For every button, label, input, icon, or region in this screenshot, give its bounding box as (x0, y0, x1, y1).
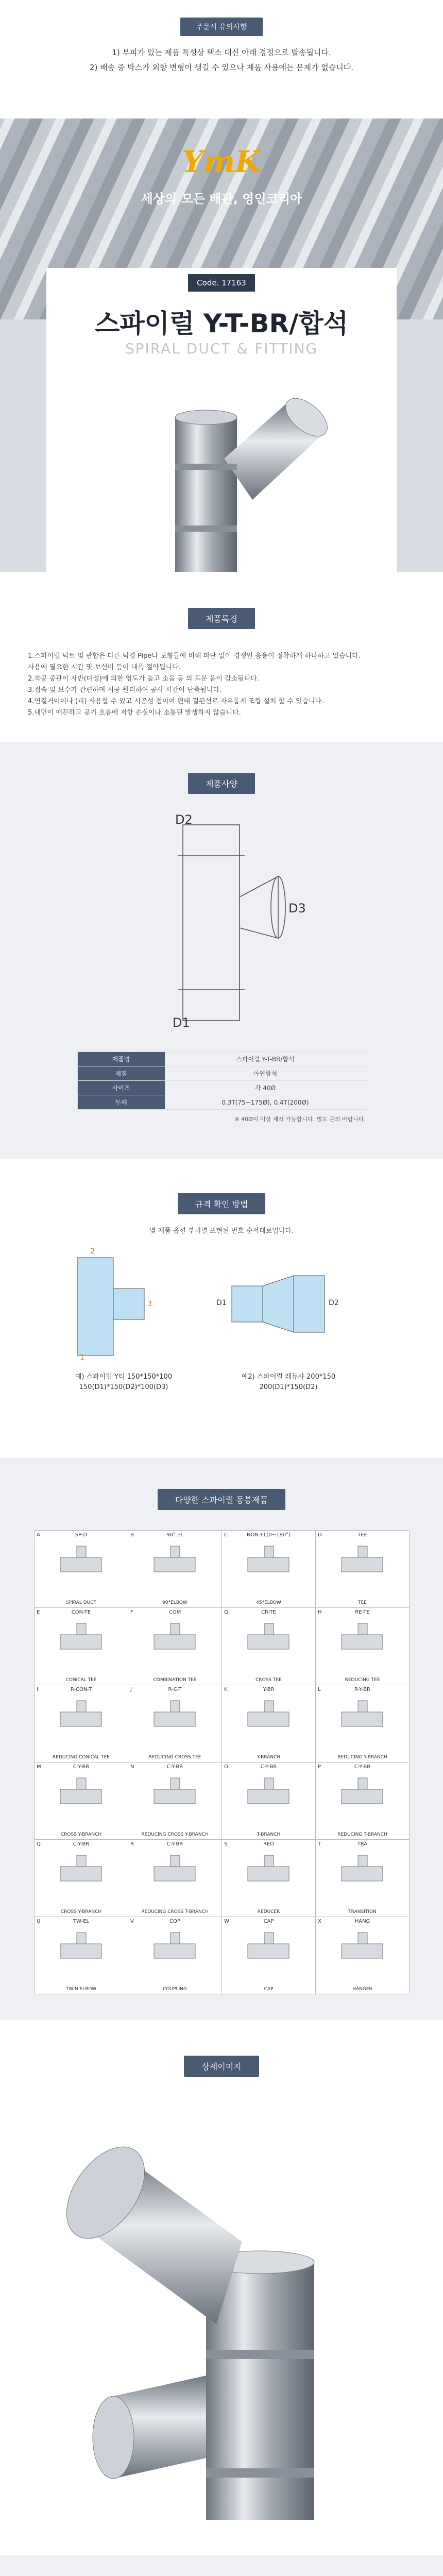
fitting-icon (144, 1542, 206, 1588)
product-cell (35, 1840, 128, 1917)
mark-2: 2 (90, 1247, 95, 1256)
product-abbrev: R-CON-T (70, 1687, 92, 1692)
label-d1: D1 (173, 1015, 190, 1030)
product-name: 스파이럴 Y-T-BR/합석 (95, 309, 348, 338)
fitting-icon (331, 1697, 393, 1743)
spec-value: 아연함석 (165, 1066, 366, 1081)
spec-value: 0.3T(75~175Ø), 0.4T(200Ø) (165, 1095, 366, 1110)
product-code: H (318, 1609, 322, 1615)
product-abbrev: CAP (263, 1919, 274, 1924)
product-label: REDUCING T-BRANCH (337, 1832, 387, 1837)
brand-slogan: 세상의 모든 배관, 영인코리아 (141, 192, 302, 206)
product-label: REDUCING CROSS TEE (148, 1755, 201, 1760)
product-cell (222, 1762, 316, 1840)
left-caption: 예) 스파이럴 Y티 150*150*100 (75, 1373, 173, 1381)
product-cell (316, 1531, 410, 1608)
mark-d1: D1 (216, 1299, 227, 1307)
product-label: 45°ELBOW (256, 1600, 281, 1605)
product-label: 90°ELBOW (162, 1600, 188, 1605)
product-label: REDUCING CONICAL TEE (53, 1755, 110, 1760)
fitting-icon (237, 1697, 299, 1743)
feature-line: 2.착공 중관이 자반(다성)에 의한 영도가 높고 소음 등 의 드문 음이 감소됩니다. (28, 675, 259, 683)
fitting-icon (237, 1851, 299, 1897)
product-cell (128, 1531, 222, 1608)
product-label: COMBINATION TEE (153, 1677, 197, 1683)
how-section (0, 1159, 443, 1458)
product-label: TWIN ELBOW (65, 1987, 97, 1992)
fitting-icon (331, 1928, 393, 1975)
notice-line-1: 1) 부피가 있는 제품 특성상 택소 대신 아래 경정으로 발송됩니다. (112, 48, 331, 57)
product-abbrev: CON-TE (71, 1609, 91, 1615)
product-cell (316, 1840, 410, 1917)
product-abbrev: R-C-T (168, 1687, 182, 1692)
product-label: T-BRANCH (257, 1832, 281, 1837)
table-row (77, 1052, 366, 1066)
fitting-icon (50, 1928, 112, 1975)
product-abbrev: Y-BR (263, 1687, 275, 1692)
fitting-icon (50, 1774, 112, 1820)
product-label: TEE (358, 1600, 367, 1605)
product-code: U (37, 1919, 41, 1924)
product-code: J (130, 1687, 132, 1692)
product-label: CROSS Y-BRANCH (60, 1832, 102, 1837)
product-label: CROSS Y-BRANCH (60, 1909, 102, 1914)
product-label: CAP (264, 1987, 274, 1992)
fitting-icon (331, 1542, 393, 1588)
spec-table (77, 1052, 366, 1110)
feature-line: 4.연결거이어나 (피) 사용할 수 있고 시공성 점이여 편태 결된선로 자유롭게 조립 설치 할 수 있습니다. (28, 698, 324, 705)
fitting-icon (144, 1619, 206, 1666)
product-card (46, 268, 397, 572)
product-code: P (318, 1764, 321, 1770)
product-code: B (130, 1532, 134, 1538)
product-cell (35, 1531, 128, 1608)
product-label: REDUCER (257, 1909, 280, 1914)
product-abbrev: C-Y-BR (73, 1764, 90, 1770)
hero-section (0, 118, 443, 572)
spec-key: 사이즈 (77, 1081, 165, 1095)
product-code: X (318, 1919, 321, 1924)
product-abbrev: SP-D (75, 1532, 88, 1538)
fitting-icon (144, 1851, 206, 1897)
product-abbrev: 90° EL (166, 1532, 183, 1538)
product-photo (46, 371, 397, 572)
product-cell (222, 1917, 316, 1994)
product-cell (222, 1608, 316, 1685)
product-code: Q (37, 1841, 41, 1847)
product-abbrev: HANG (354, 1919, 370, 1924)
spec-key: 두께 (77, 1095, 165, 1110)
how-diagrams (0, 1237, 443, 1371)
product-code: N (130, 1764, 134, 1770)
product-abbrev: C-Y-BR (260, 1764, 277, 1770)
products-grid (34, 1530, 409, 1994)
feature-line: 5.내면이 매끈하고 공기 흐름에 저항 손실이나 소통된 발생하지 않습니다. (28, 709, 241, 717)
fitting-icon (144, 1774, 206, 1820)
product-abbrev: COM (168, 1609, 181, 1615)
product-cell (35, 1917, 128, 1994)
product-code: R (130, 1841, 134, 1847)
product-label: HANGER (352, 1987, 372, 1992)
products-section (0, 1458, 443, 2020)
product-label: SPIRAL DUCT (65, 1600, 96, 1605)
features-section (0, 572, 443, 742)
spec-section (0, 742, 443, 1159)
feature-line: 1.스파이럴 덕트 및 관합은 다른 덕경 Pipe나 보형들에 비해 파단 없이 경쟁인 응용이 정확하게 하나하고 있습니다. (28, 652, 361, 660)
features-title: 제품특징 (188, 608, 255, 629)
product-abbrev: R-Y-BR (354, 1687, 370, 1692)
product-cell (316, 1762, 410, 1840)
how-captions (0, 1371, 443, 1402)
product-cell (128, 1762, 222, 1840)
product-code: I (37, 1687, 38, 1692)
fitting-icon (50, 1542, 112, 1588)
product-label: COUPLING (163, 1987, 187, 1992)
product-abbrev: CR-TE (261, 1609, 276, 1615)
product-cell (316, 1608, 410, 1685)
feature-line: 3.접속 및 보수가 간편하며 시공 원리하여 공사 시간이 단축됩니다. (28, 686, 222, 694)
product-cell (128, 1840, 222, 1917)
product-abbrev: C-Y-BR (354, 1764, 371, 1770)
product-code: M (37, 1764, 41, 1770)
features-list (28, 651, 443, 719)
fitting-icon (237, 1774, 299, 1820)
product-abbrev: C-Y-BR (73, 1841, 90, 1847)
product-abbrev: C-Y-BR (166, 1841, 183, 1847)
product-abbrev: COP (169, 1919, 180, 1924)
product-code: T (318, 1841, 321, 1847)
product-code: G (224, 1609, 228, 1615)
product-label: Y-BRANCH (257, 1755, 281, 1760)
product-cell (128, 1685, 222, 1762)
left-formula: 150(D1)*150(D2)*100(D3) (79, 1383, 168, 1391)
product-code: W (224, 1919, 229, 1924)
fitting-icon (331, 1619, 393, 1666)
product-code: S (224, 1841, 228, 1847)
feature-line: 사용에 필요한 시간 및 보선비 등이 대폭 절약됩니다. (28, 664, 181, 671)
how-intro: 몇 재품 옵션 부위별 표현된 번호 순서대로입니다. (149, 1227, 294, 1235)
table-row (77, 1081, 366, 1095)
spec-key: 재질 (77, 1066, 165, 1081)
product-cell (35, 1685, 128, 1762)
y-tee-drawing (0, 804, 443, 1031)
fitting-icon (237, 1619, 299, 1666)
fitting-icon (50, 1697, 112, 1743)
product-code: E (37, 1609, 40, 1615)
product-abbrev: RE-TE (355, 1609, 370, 1615)
product-cell (128, 1917, 222, 1994)
fitting-icon (237, 1928, 299, 1975)
product-code: F (130, 1609, 133, 1615)
product-cell (222, 1840, 316, 1917)
product-label: REDUCING CROSS Y-BRANCH (141, 1832, 209, 1837)
product-label: REDUCING Y-BRANCH (337, 1755, 387, 1760)
detail-section (0, 2020, 443, 2555)
spec-note: ※ 40Ø이 미상 제작 가능합니다. 별도 문의 바랍니다. (234, 1116, 366, 1123)
product-label: TRANSITION (348, 1909, 377, 1914)
table-row (77, 1066, 366, 1081)
product-abbrev: NON-EL(0~180°) (247, 1532, 291, 1538)
fitting-icon (50, 1851, 112, 1897)
label-d3: D3 (288, 901, 306, 916)
product-code: Code. 17163 (188, 274, 255, 292)
product-subtitle: SPIRAL DUCT & FITTING (125, 340, 318, 357)
product-cell (128, 1608, 222, 1685)
products-title: 다양한 스파이럴 동봉제품 (158, 1489, 285, 1510)
product-label: CROSS TEE (255, 1677, 282, 1683)
detail-photo (0, 2108, 443, 2530)
mark-1: 1 (80, 1353, 84, 1362)
product-code: O (224, 1764, 228, 1770)
product-abbrev: TW-EL (73, 1919, 90, 1924)
spec-key: 제품명 (77, 1052, 165, 1066)
detail-title: 상세이미지 (184, 2056, 259, 2077)
product-cell (222, 1685, 316, 1762)
product-cell (316, 1917, 410, 1994)
spec-diagram (0, 804, 443, 1031)
product-code: K (224, 1687, 228, 1692)
label-d2: D2 (175, 812, 193, 827)
right-caption: 예2) 스파이럴 레듀샤 200*150 (241, 1373, 336, 1381)
fitting-icon (237, 1542, 299, 1588)
product-abbrev: C-Y-BR (166, 1764, 183, 1770)
spec-title: 제품사양 (188, 773, 255, 794)
spec-value: 스파이럴 Y-T-BR/합석 (165, 1052, 366, 1066)
spec-value: 각 40Ø (165, 1081, 366, 1095)
product-code: V (130, 1919, 134, 1924)
product-abbrev: TRA (357, 1841, 368, 1847)
right-formula: 200(D1)*150(D2) (259, 1383, 318, 1391)
brand-logo: YmK (182, 144, 261, 179)
product-cell (35, 1762, 128, 1840)
fitting-icon (50, 1619, 112, 1666)
product-label: CONICAL TEE (65, 1677, 97, 1683)
product-abbrev: RED (263, 1841, 274, 1847)
fitting-icon (144, 1697, 206, 1743)
fitting-icon (331, 1774, 393, 1820)
fitting-icon (144, 1928, 206, 1975)
product-label: REDUCING TEE (345, 1677, 380, 1683)
fitting-icon (331, 1851, 393, 1897)
product-code: D (318, 1532, 322, 1538)
mark-d2: D2 (329, 1299, 339, 1307)
product-cell (35, 1608, 128, 1685)
certs-section (0, 2555, 443, 2576)
product-abbrev: TEE (357, 1532, 367, 1538)
notice-line-2: 2) 배송 중 박스가 외향 변형이 생길 수 있으나 제품 사용에는 문제가 없습니다. (89, 63, 354, 72)
mark-3: 3 (147, 1300, 152, 1308)
product-code: L (318, 1687, 321, 1692)
order-notice (0, 0, 443, 118)
how-title: 규격 확인 방법 (178, 1193, 266, 1214)
table-row (77, 1095, 366, 1110)
notice-title: 주문시 유의사항 (180, 18, 262, 36)
product-cell (222, 1531, 316, 1608)
product-cell (316, 1685, 410, 1762)
product-code: A (37, 1532, 40, 1538)
product-label: REDUCING CROSS T-BRANCH (141, 1909, 209, 1914)
product-code: C (224, 1532, 228, 1538)
